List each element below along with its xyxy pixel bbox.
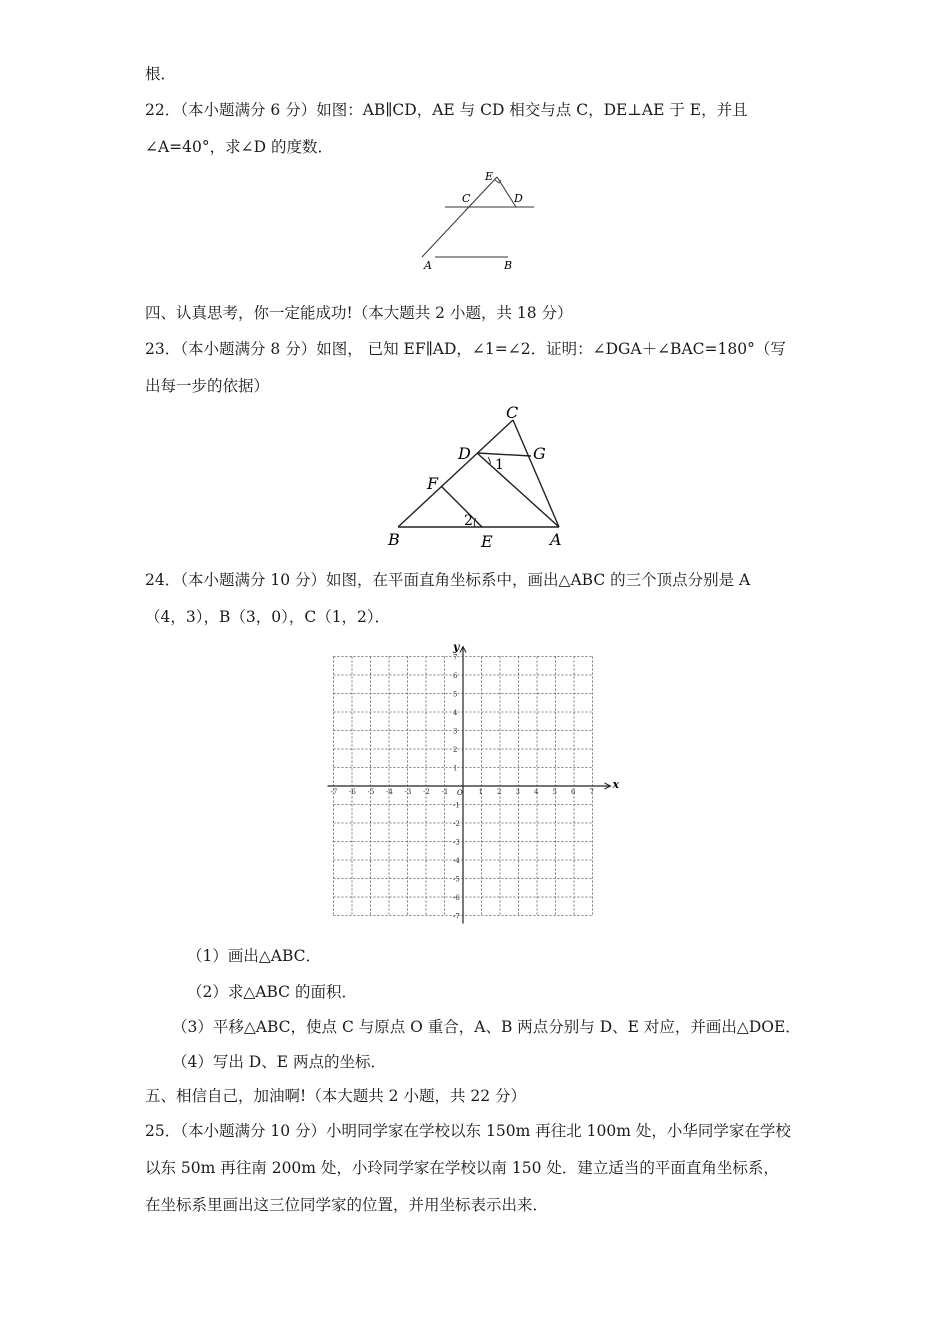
x-tick-label: -2	[423, 788, 430, 796]
x-axis-label: x	[612, 778, 620, 791]
y-tick-label: -6	[453, 894, 460, 902]
label-D: D	[514, 192, 523, 205]
y-tick-label: 7	[453, 653, 458, 662]
label-A: A	[424, 259, 432, 272]
y-tick-label: 4	[453, 709, 458, 717]
y-tick-label: 3	[453, 727, 458, 736]
y-tick-label: -4	[453, 857, 460, 865]
y-tick-label: -2	[453, 820, 460, 828]
y-tick-label: -7	[453, 912, 460, 921]
question-25-line3: 在坐标系里画出这三位同学家的位置，并用坐标表示出来．	[145, 1196, 549, 1214]
x-tick-label: 5	[552, 788, 557, 796]
text-line: 根．	[145, 65, 177, 83]
x-tick-label: -7	[330, 788, 338, 796]
x-tick-label: -3	[404, 788, 412, 796]
label-D: D	[458, 444, 471, 463]
label-2: 2	[464, 513, 473, 529]
label-E: E	[481, 532, 493, 551]
label-1: 1	[495, 457, 504, 473]
question-24-part3: （3）平移△ABC，使点 C 与原点 O 重合，A、B 两点分别与 D、E 对应，并画出△DOE．	[172, 1018, 801, 1036]
label-G: G	[533, 444, 546, 463]
question-22-line1: 22．（本小题满分 6 分）如图：AB∥CD，AE 与 CD 相交与点 C，DE⊥AE 于 E，并且	[145, 101, 748, 119]
x-tick-label: 3	[515, 788, 520, 796]
label-C: C	[462, 192, 471, 205]
y-tick-label: 5	[453, 690, 458, 699]
coordinate-grid	[325, 628, 625, 926]
x-tick-label: 7	[589, 788, 594, 796]
question-24-part4: （4）写出 D、E 两点的坐标．	[172, 1053, 386, 1071]
question-22-line2: ∠A=40°，求∠D 的度数．	[145, 138, 333, 156]
y-tick-label: -5	[453, 875, 460, 884]
section-5-heading: 五、相信自己，加油啊!（本大题共 2 小题，共 22 分）	[145, 1087, 527, 1105]
label-E: E	[485, 170, 494, 183]
origin-label: O	[457, 789, 463, 797]
label-F: F	[427, 474, 439, 493]
y-axis-label: y	[453, 640, 460, 654]
question-23-line1: 23．（本小题满分 8 分）如图， 已知 EF∥AD，∠1=∠2．证明：∠DGA＋∠BAC=180°（写	[145, 340, 786, 358]
question-25-line2: 以东 50m 再往南 200m 处，小玲同学家在学校以南 150 处．建立适当的平面直角坐标系，	[145, 1159, 779, 1177]
question-24-line2: （4，3），B（3，0），C（1，2）．	[145, 608, 391, 626]
y-tick-label: 6	[453, 672, 458, 680]
x-tick-label: 4	[534, 788, 539, 796]
label-B: B	[504, 259, 513, 272]
x-tick-label: 6	[571, 788, 576, 796]
figure-22	[410, 168, 545, 274]
y-tick-label: 2	[453, 746, 458, 754]
question-24-part2: （2）求△ABC 的面积．	[187, 983, 357, 1001]
label-B: B	[388, 530, 400, 549]
section-4-heading: 四、认真思考，你一定能成功!（本大题共 2 小题，共 18 分）	[145, 304, 573, 322]
label-C: C	[506, 403, 519, 422]
question-25-line1: 25．（本小题满分 10 分）小明同学家在学校以东 150m 再往北 100m 处，小华同学家在学校	[145, 1122, 791, 1140]
x-tick-label: 1	[478, 788, 483, 796]
figure-23	[380, 400, 580, 552]
question-24-part1: （1）画出△ABC．	[187, 947, 322, 965]
question-23-line2: 出每一步的依据）	[145, 377, 270, 395]
x-tick-label: -5	[367, 788, 375, 796]
y-tick-label: -1	[453, 801, 460, 810]
x-tick-label: 2	[497, 788, 502, 796]
y-tick-label: 1	[453, 764, 458, 773]
y-tick-label: -3	[453, 838, 460, 847]
x-tick-label: -6	[349, 788, 356, 796]
x-tick-label: -4	[386, 788, 393, 796]
label-A: A	[550, 530, 562, 549]
x-tick-label: -1	[441, 788, 449, 796]
question-24-line1: 24．（本小题满分 10 分）如图，在平面直角坐标系中，画出△ABC 的三个顶点分别是 A	[145, 571, 751, 589]
